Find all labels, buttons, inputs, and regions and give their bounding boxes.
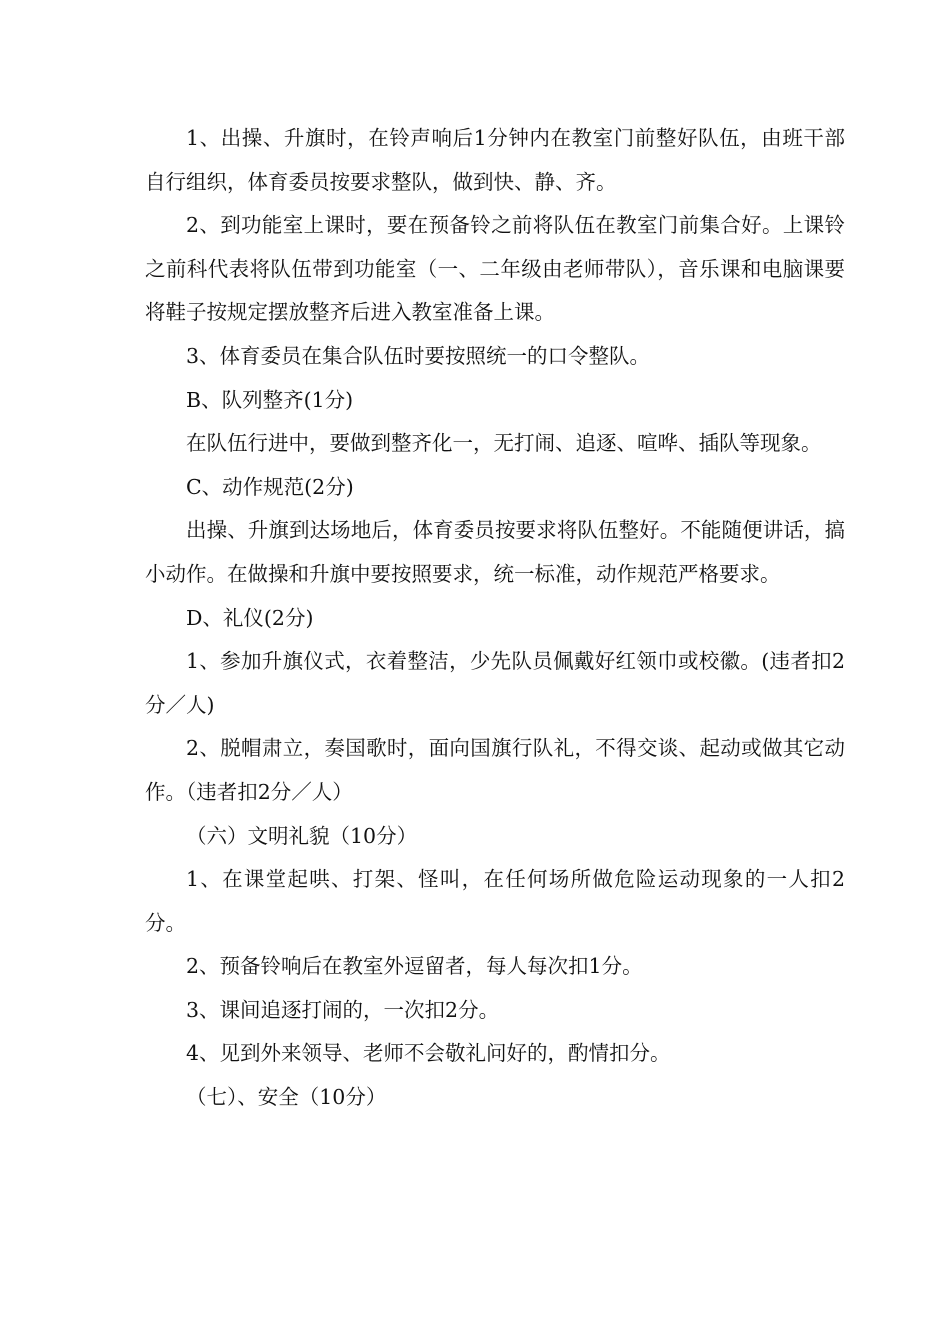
paragraph-8: 1、在课堂起哄、打架、怪叫，在任何场所做危险运动现象的一人扣2分。 (145, 867, 845, 935)
paragraph-4: 在队伍行进中，要做到整齐化一，无打闹、追逐、喧哗、插队等现象。 (186, 431, 822, 456)
paragraph-1: 1、出操、升旗时，在铃声响后1分钟内在教室门前整好队伍，由班干部自行组织，体育委员按要求整队，做到快、静、齐。 (145, 126, 845, 194)
paragraph-5: 出操、升旗到达场地后，体育委员按要求将队伍整好。不能随便讲话，搞小动作。在做操和升旗中要按照要求，统一标准，动作规范严格要求。 (145, 518, 845, 586)
paragraph-3: 3、体育委员在集合队伍时要按照统一的口令整队。 (186, 343, 651, 368)
paragraph-2: 2、到功能室上课时，要在预备铃之前将队伍在教室门前集合好。上课铃之前科代表将队伍带到功能室（一、二年级由老师带队），音乐课和电脑课要将鞋子按规定摆放整齐后进入教室准备上课。 (145, 213, 845, 325)
paragraph-7: 2、脱帽肃立，奏国歌时，面向国旗行队礼，不得交谈、起动或做其它动作。（违者扣2分／人） (145, 736, 845, 804)
paragraph-10: 3、课间追逐打闹的，一次扣2分。 (186, 997, 500, 1022)
paragraph-9: 2、预备铃响后在教室外逗留者，每人每次扣1分。 (186, 954, 643, 979)
paragraph-6: 1、参加升旗仪式，衣着整洁，少先队员佩戴好红领巾或校徽。(违者扣2分／人) (145, 649, 845, 717)
section-heading-d: D、礼仪(2分) (186, 605, 314, 630)
section-heading-c: C、动作规范(2分) (186, 474, 354, 499)
section-heading-7: （七）、安全（10分） (186, 1085, 387, 1110)
section-heading-b: B、队列整齐(1分) (186, 387, 354, 412)
section-heading-6: （六）文明礼貌（10分） (186, 823, 418, 848)
paragraph-11: 4、见到外来领导、老师不会敬礼问好的，酌情扣分。 (186, 1041, 671, 1066)
document-body (145, 117, 845, 1120)
